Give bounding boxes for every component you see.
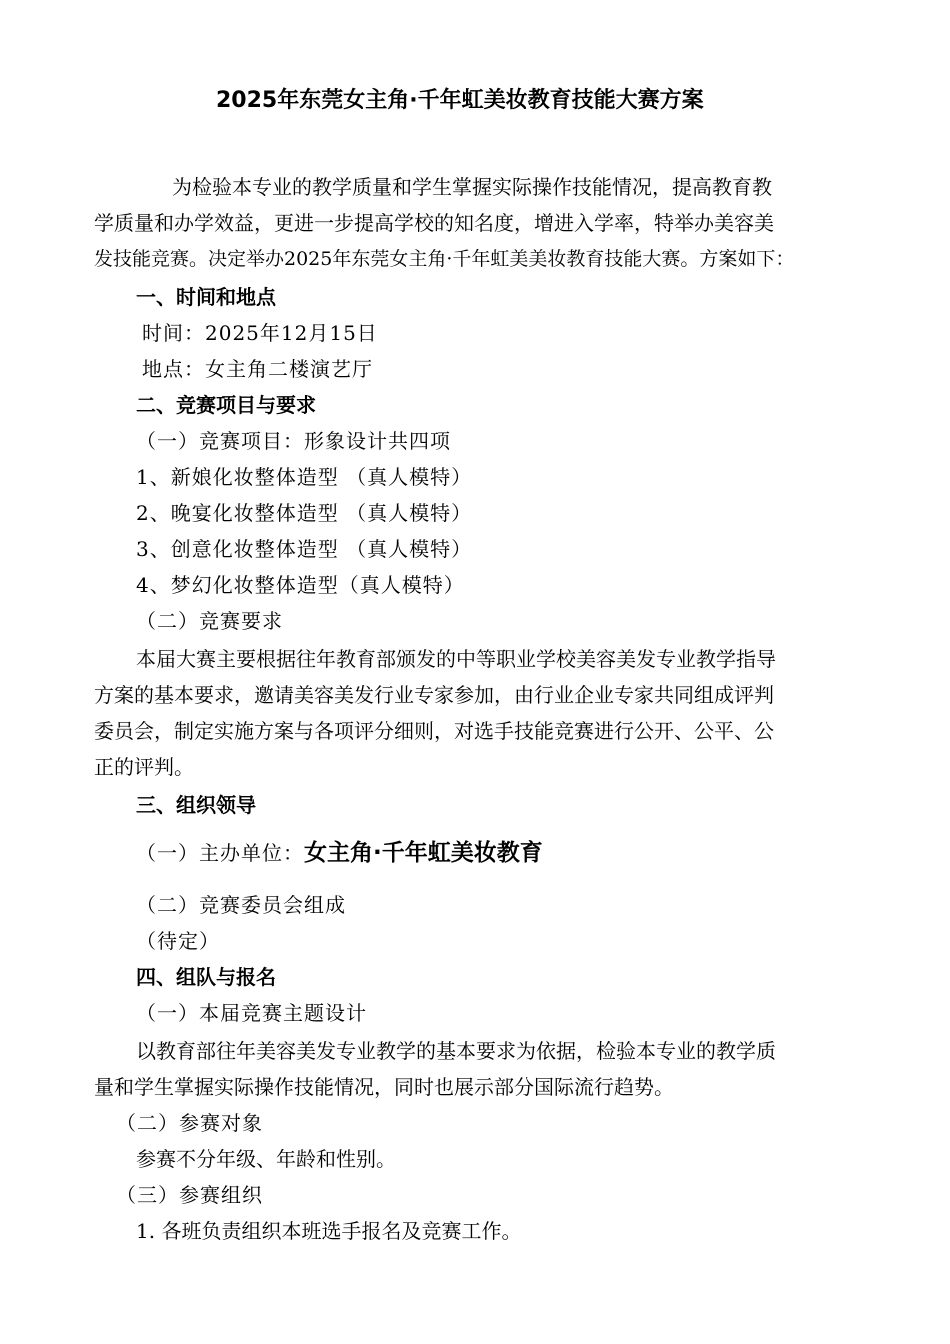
theme-line-1: 以教育部往年美容美发专业教学的基本要求为依据，检验本专业的教学质 [136,1039,776,1063]
requirements-line-2: 方案的基本要求，邀请美容美发行业专家参加，由行业企业专家共同组成评判 [94,683,774,707]
section-4-sub-2: （二）参赛对象 [116,1111,263,1135]
section-2-heading: 二、竞赛项目与要求 [136,393,316,417]
section-3-heading: 三、组织领导 [136,793,256,817]
event-place: 地点：女主角二楼演艺厅 [142,357,373,381]
section-4-sub-3: （三）参赛组织 [116,1183,263,1207]
committee-tbd: （待定） [136,929,220,953]
competition-item-2: 2、晚宴化妆整体造型 （真人模特） [136,501,473,525]
theme-line-2: 量和学生掌握实际操作技能情况，同时也展示部分国际流行趋势。 [94,1075,674,1099]
competition-item-1: 1、新娘化妆整体造型 （真人模特） [136,465,473,489]
event-time: 时间：2025年12月15日 [142,321,378,345]
requirements-line-4: 正的评判。 [94,755,194,779]
section-1-heading: 一、时间和地点 [136,285,276,309]
intro-line-3: 发技能竞赛。决定举办2025年东莞女主角·千年虹美美妆教育技能大赛。方案如下： [94,248,795,270]
requirements-line-1: 本届大赛主要根据往年教育部颁发的中等职业学校美容美发专业教学指导 [136,647,776,671]
host-name: 女主角·千年虹美妆教育 [304,840,543,866]
competition-item-4: 4、梦幻化妆整体造型（真人模特） [136,573,465,597]
host-row [136,840,543,866]
competition-item-3: 3、创意化妆整体造型 （真人模特） [136,537,473,561]
committee-label: （二）竞赛委员会组成 [136,893,346,917]
document-title: 2025年东莞女主角·千年虹美妆教育技能大赛方案 [216,88,704,113]
organization-item-1: 1. 各班负责组织本班选手报名及竞赛工作。 [136,1219,522,1243]
section-2-sub-1: （一）竞赛项目：形象设计共四项 [136,429,451,453]
intro-line-2: 学质量和办学效益，更进一步提高学校的知名度，增进入学率，特举办美容美 [94,211,774,235]
section-2-sub-2: （二）竞赛要求 [136,609,283,633]
participants-text: 参赛不分年级、年龄和性别。 [136,1147,396,1171]
section-4-sub-1: （一）本届竞赛主题设计 [136,1001,367,1025]
requirements-line-3: 委员会，制定实施方案与各项评分细则，对选手技能竞赛进行公开、公平、公 [94,719,774,743]
host-label: （一）主办单位： [136,841,304,865]
section-4-heading: 四、组队与报名 [136,965,276,989]
intro-line-1: 为检验本专业的教学质量和学生掌握实际操作技能情况，提高教育教 [172,175,772,199]
